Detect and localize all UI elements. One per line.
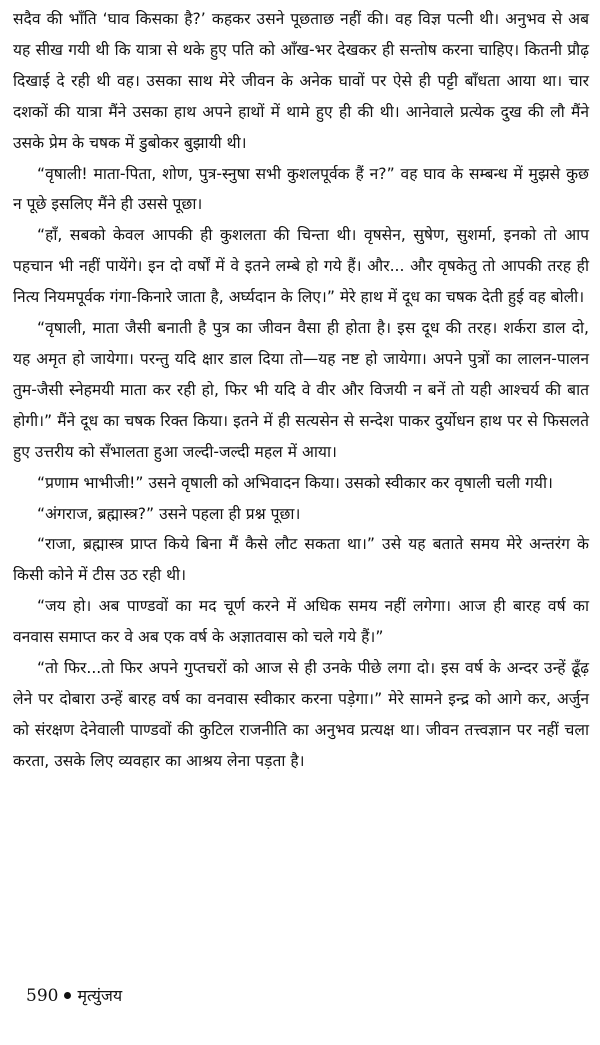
page-footer [26, 985, 122, 1007]
body-text [13, 4, 589, 777]
paragraph-7: “राजा, ब्रह्मास्त्र प्राप्त किये बिना मैं कैसे लौट सकता था।” उसे यह बताते समय मेरे अन्तरंग के किसी कोने में टीस उठ रही थी। [13, 535, 589, 585]
paragraph-8: “जय हो। अब पाण्डवों का मद चूर्ण करने में अधिक समय नहीं लगेगा। आज ही बारह वर्ष का वनवास समाप्त कर वे अब एक वर्ष के अज्ञातवास को चले गये हैं।” [13, 597, 589, 647]
paragraph-4: “वृषाली, माता जैसी बनाती है पुत्र का जीवन वैसा ही होता है। इस दूध की तरह। शर्करा डाल दो, यह अमृत हो जायेगा। परन्तु यदि क्षार डाल दिया तो—यह नष्ट हो जायेगा। अपने पुत्रों का लालन-पालन तुम-जैसी स्नेहमयी माता कर रही हो, फिर भी यदि वे वीर और विजयी न बनें तो यही आश्चर्य की बात होगी।” मैंने दूध का चषक रिक्त किया। इतने में ही सत्यसेन से सन्देश पाकर दुर्योधन हाथ पर से फिसलते हुए उत्तरीय को सँभालता हुआ जल्दी-जल्दी महल में आया। [13, 319, 589, 461]
paragraph-9: “तो फिर...तो फिर अपने गुप्तचरों को आज से ही उनके पीछे लगा दो। इस वर्ष के अन्दर उन्हें ढूँढ़ लेने पर दोबारा उन्हें बारह वर्ष का वनवास स्वीकार करना पड़ेगा।” मेरे सामने इन्द्र को आगे कर, अर्जुन को संरक्षण देनेवाली पाण्डवों की कुटिल राजनीति का अनुभव प्रत्यक्ष था। जीवन तत्त्वज्ञान पर नहीं चला करता, उसके लिए व्यवहार का आश्रय लेना पड़ता है। [13, 659, 589, 770]
paragraph-5: “प्रणाम भाभीजी!” उसने वृषाली को अभिवादन किया। उसको स्वीकार कर वृषाली चली गयी। [37, 473, 553, 492]
page-number: 590 [26, 986, 59, 1006]
paragraph-2: “वृषाली! माता-पिता, शोण, पुत्र-स्नुषा सभी कुशलपूर्वक हैं न?” वह घाव के सम्बन्ध में मुझसे कुछ न पूछे इसलिए मैंने ही उससे पूछा। [13, 164, 589, 214]
bullet-separator-icon [64, 992, 71, 999]
paragraph-6: “अंगराज, ब्रह्मास्त्र?” उसने पहला ही प्रश्न पूछा। [37, 504, 301, 523]
paragraph-3: “हाँ, सबको केवल आपकी ही कुशलता की चिन्ता थी। वृषसेन, सुषेण, सुशर्मा, इनको तो आप पहचान भी नहीं पायेंगे। इन दो वर्षों में वे इतने लम्बे हो गये हैं। और... और वृषकेतु तो आपकी तरह ही नित्य नियमपूर्वक गंगा-किनारे जाता है, अर्घ्यदान के लिए।” मेरे हाथ में दूध का चषक देती हुई वह बोली। [13, 226, 589, 307]
book-title: मृत्युंजय [77, 986, 123, 1005]
paragraph-1: सदैव की भाँति ‘घाव किसका है?’ कहकर उसने पूछताछ नहीं की। वह विज्ञ पत्नी थी। अनुभव से अब यह सीख गयी थी कि यात्रा से थके हुए पति को आँख-भर देखकर ही सन्तोष करना चाहिए। कितनी प्रौढ़ दिखाई दे रही थी वह। उसका साथ मेरे जीवन के अनेक घावों पर ऐसे ही पट्टी बाँधता आया था। चार दशकों की यात्रा मैंने उसका हाथ अपने हाथों में थामे हुए ही की थी। आनेवाले प्रत्येक दुख की लौ मैंने उसके प्रेम के चषक में डुबोकर बुझायी थी। [13, 10, 589, 152]
